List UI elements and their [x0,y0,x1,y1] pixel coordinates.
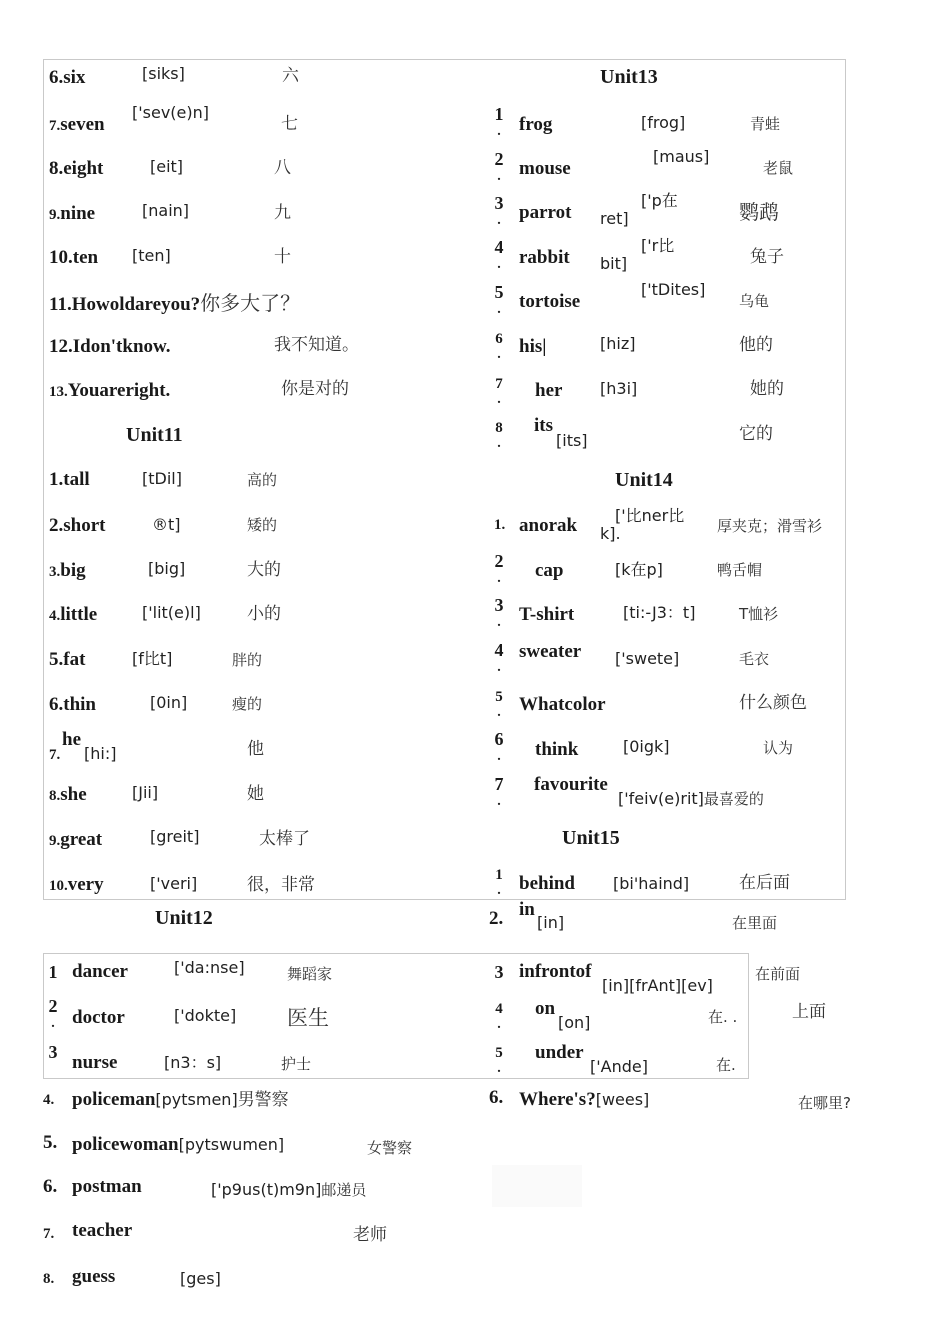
phonetic: [k在p] [615,560,663,579]
list-item: favourite [534,774,608,795]
list-item: nurse [72,1052,118,1073]
translation: 毛衣 [739,650,770,668]
translation: 大的 [247,560,281,580]
list-item: 11.Howoldareyou?你多大了？ [49,291,301,315]
list-item: 5.fat [49,649,86,670]
list-item: mouse [519,158,571,179]
phonetic: [its] [556,431,588,450]
translation: 她 [247,784,264,804]
translation: 胖的 [232,651,263,669]
item-number: 7 . [495,376,503,407]
phonetic: [frog] [641,113,686,132]
list-item: 8.she [49,784,87,805]
list-item: rabbit [519,247,570,268]
list-item: tortoise [519,291,581,312]
translation: 瘦的 [232,695,263,713]
list-item: T-shirt [519,604,575,625]
list-item: her [535,380,563,401]
list-item: his| [519,336,547,357]
item-number: 2. [489,908,504,929]
translation: 九 [274,203,291,223]
item-number: 5 . [495,689,503,720]
phonetic: [Jii] [132,783,159,802]
list-item: its [534,415,553,436]
list-item: 1.tall [49,469,90,490]
list-item: under [535,1042,584,1063]
translation: 鹦鹉 [739,200,779,224]
item-number: 4 . [494,640,504,675]
phonetic: ®t] [152,515,181,534]
phonetic: [0in] [150,693,188,712]
phonetic: [siks] [142,64,185,83]
translation: 在后面 [739,873,790,893]
list-item: policeman[pytsmen]男警察 [72,1089,289,1110]
phonetic: [hi:] [84,744,117,763]
list-item: 9.great [49,829,103,850]
item-number: 7 . [494,774,504,809]
translation: 他 [247,739,264,759]
phonetic: [maus] [653,147,710,166]
item-number: 1. [494,517,506,533]
translation: 你是对的 [281,379,349,399]
translation: 上面 [792,1002,826,1022]
translation: 在. [716,1056,736,1074]
translation: 青蛙 [750,115,781,133]
phonetic: ['da:nse] [174,958,245,977]
phonetic: [big] [148,559,186,578]
list-item: Where's?[wees] [519,1089,650,1110]
list-item: doctor [72,1007,125,1028]
translation: 高的 [247,471,278,489]
list-item: in [519,899,535,920]
list-item: 9.nine [49,203,96,224]
translation: 什么颜色 [739,693,807,713]
list-item: he [62,729,81,750]
list-item: 2.short [49,515,106,536]
translation: 十 [274,247,291,267]
phonetic: [nain] [142,201,190,220]
translation: 认为 [763,739,794,757]
phonetic: [n3：s] [164,1053,222,1072]
list-item: 6.six [49,67,86,88]
item-number: 3 . [494,595,504,630]
unit13-heading: Unit13 [600,66,658,88]
faint-block [492,1165,582,1207]
item-number: 7. [43,1226,55,1242]
list-item: 6.thin [49,694,96,715]
list-item: cap [535,560,564,581]
translation: 它的 [739,424,773,444]
phonetic: ['比ner比k]. [600,506,685,544]
list-item: postman [72,1176,142,1197]
unit15-heading: Unit15 [562,827,620,849]
translation: 厚夹克；滑雪衫 [717,517,823,535]
translation: 女警察 [367,1139,413,1157]
item-number: 1 . [494,104,504,139]
translation: 在里面 [732,914,778,932]
unit12-heading: Unit12 [155,907,213,929]
item-number: 8. [43,1271,55,1287]
list-item: anorak [519,515,578,536]
translation: 老师 [353,1225,387,1245]
list-item: 8.eight [49,158,104,179]
list-item: sweater [519,641,582,662]
item-number: 6 . [495,331,503,362]
item-number: 3 [48,1042,58,1062]
translation: 七 [281,114,298,134]
phonetic: ['dokte] [174,1006,237,1025]
translation: 医生 [287,1006,329,1030]
list-item: 4.little [49,604,98,625]
list-item: 7.seven [49,114,105,135]
list-item: teacher [72,1220,133,1241]
translation: 很，非常 [247,875,315,895]
translation: 八 [274,158,291,178]
translation: 在. . [708,1008,738,1026]
translation: 舞蹈家 [287,965,333,983]
item-number: 6. [489,1087,504,1108]
item-number: 7. [49,747,61,763]
phonetic: [f比t] [132,649,173,668]
phonetic: ['sev(e)n] [132,103,209,122]
translation: 他的 [739,335,773,355]
list-item: 12.Idon'tknow. [49,336,171,357]
phonetic: [hiz] [600,334,636,353]
phonetic: [on] [558,1013,591,1032]
translation: T恤衫 [739,605,779,623]
list-item: parrot [519,202,572,223]
phonetic: ['lit(e)l] [142,603,201,622]
list-item: behind [519,873,575,894]
list-item: infrontof [519,961,592,982]
phonetic: [tDil] [142,469,182,488]
translation: 六 [282,66,299,86]
translation: 矮的 [247,516,278,534]
translation: 小的 [247,604,281,624]
translation: 老鼠 [763,159,794,177]
list-item: on [535,998,556,1019]
translation: 她的 [750,379,784,399]
phonetic: [h3i] [600,379,638,398]
translation: 太棒了 [259,829,310,849]
translation: 兔子 [750,247,784,267]
list-item: dancer [72,961,128,982]
translation: 在前面 [755,965,801,983]
item-number: 3 . [494,193,504,228]
phonetic: ['r比bit] [600,236,675,274]
translation: 护士 [281,1055,312,1073]
item-number: 2 . [494,551,504,586]
list-item: think [535,739,579,760]
translation: 乌龟 [739,292,770,310]
translation: 我不知道。 [274,335,359,355]
phonetic: ['swete] [615,649,680,668]
item-number: 4 . [495,1001,503,1032]
phonetic: ['Ande] [590,1057,648,1076]
unit11-heading: Unit11 [126,424,183,446]
phonetic: [greit] [150,827,200,846]
translation: 在哪里? [798,1094,851,1112]
item-number: 5 . [495,1045,503,1076]
item-number: 2 . [494,149,504,184]
phonetic: [bi'haind] [613,874,690,893]
list-item: 10.ten [49,247,99,268]
list-item: frog [519,114,553,135]
phonetic: ['p在ret] [600,191,678,229]
item-number: 4. [43,1092,55,1108]
list-item: 13.Youareright. [49,380,171,401]
item-number: 1 . [495,867,503,898]
phonetic: [ten] [132,246,171,265]
list-item: policewoman[pytswumen] [72,1134,285,1155]
phonetic: [0igk] [623,737,670,756]
item-number: 6 . [494,729,504,764]
list-item: 3.big [49,560,86,581]
phonetic: ['veri] [150,874,198,893]
item-number: 1 [48,962,58,982]
item-number: 4 . [494,237,504,272]
list-item: Whatcolor [519,694,606,715]
item-number: 5. [43,1132,58,1153]
list-item: 10.very [49,874,104,895]
phonetic: [ti:-J3：t] [623,603,696,622]
phonetic: ['tDites] [641,280,706,299]
item-number: 6. [43,1176,58,1197]
phonetic: [eit] [150,157,184,176]
list-item: guess [72,1266,116,1287]
phonetic: [in] [537,913,565,932]
phonetic: ['feiv(e)rit]最喜爱的 [618,789,764,808]
translation: 鸭舌帽 [717,561,763,579]
phonetic: ['p9us(t)m9n]邮递员 [211,1180,367,1199]
phonetic: [in][frAnt][ev] [602,976,713,995]
item-number: 5 . [494,282,504,317]
item-number: 3 [494,962,504,982]
unit14-heading: Unit14 [615,469,673,491]
item-number: 8 . [495,420,503,451]
item-number: 2 . [48,996,58,1031]
phonetic: [ges] [180,1269,221,1288]
